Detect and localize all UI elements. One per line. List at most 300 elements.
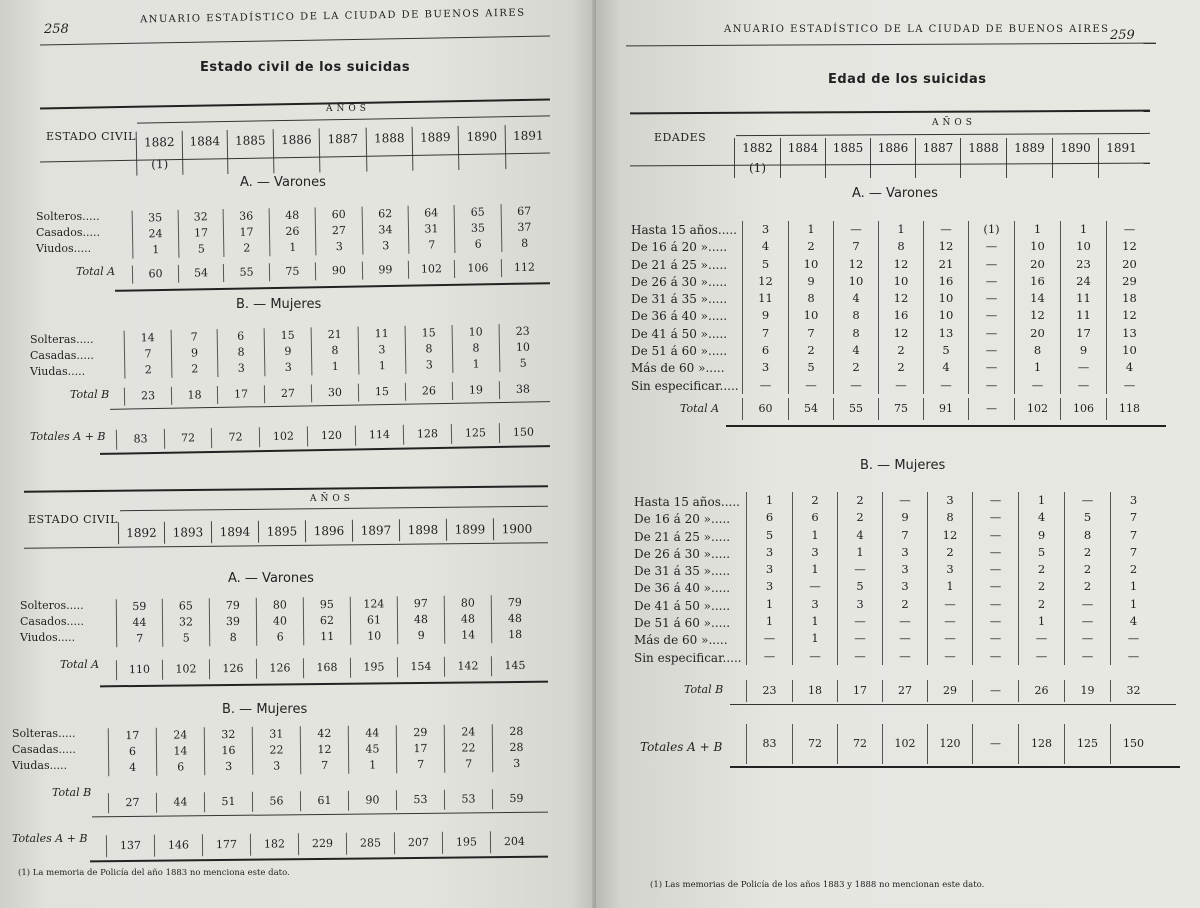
row-label: De 21 á 25 »..... <box>631 257 728 272</box>
table-cell: 2 <box>897 360 905 375</box>
table-cell: 124 <box>363 597 385 611</box>
table-cell: — <box>985 325 998 340</box>
total-cell: 51 <box>204 792 252 813</box>
table-cell: — <box>989 562 1002 577</box>
table-cell: 12 <box>1122 239 1137 254</box>
table-cell: — <box>989 510 1002 525</box>
row-labels-varones <box>631 222 739 395</box>
table-cell: 1 <box>289 240 297 254</box>
table-cell: 5 <box>942 343 950 358</box>
table-cell: 3 <box>901 579 909 594</box>
table-cell: 3 <box>901 562 909 577</box>
row-label: Solteros..... <box>36 210 100 223</box>
total-cell: 18 <box>792 680 837 702</box>
table-cell: 14 <box>461 628 476 642</box>
total-cell: 229 <box>298 833 346 856</box>
table-cell: — <box>1035 631 1048 646</box>
total-cell: 90 <box>315 262 362 281</box>
table-cell: 21 <box>938 256 954 271</box>
table-cell: 4 <box>1129 614 1138 629</box>
table-cell: 10 <box>367 629 382 643</box>
data-column <box>300 726 349 775</box>
table-cell: 1 <box>765 614 774 629</box>
table-cell: 79 <box>507 595 522 610</box>
data-column <box>348 725 397 774</box>
table-cell: (1) <box>983 222 1000 236</box>
table-cell: 6 <box>765 510 774 525</box>
table-cell: 3 <box>225 759 233 774</box>
grand-total-label: Totales A + B <box>30 430 106 443</box>
table-cell: 20 <box>1122 256 1137 271</box>
row-label: De 26 á 30 »..... <box>631 274 728 289</box>
data-column <box>396 725 445 774</box>
data-column <box>358 326 406 375</box>
table-cell: — <box>989 596 1002 611</box>
year-header-cell: 1890 <box>1052 138 1098 178</box>
data-column <box>116 599 163 647</box>
table-cell: — <box>854 562 866 577</box>
total-cell: 55 <box>833 398 878 420</box>
total-row-varones <box>116 656 538 680</box>
data-column <box>1018 492 1064 665</box>
table-cell: — <box>759 377 772 392</box>
table-cell: — <box>985 360 998 375</box>
table-cell: 2 <box>1083 562 1092 577</box>
total-cell: 72 <box>837 724 882 764</box>
table-cell: 60 <box>331 207 346 222</box>
row-label: De 16 á 20 »..... <box>631 240 728 255</box>
table-cell: 5 <box>1037 544 1046 559</box>
data-grid-mujeres <box>746 492 1156 665</box>
data-column <box>1106 221 1152 394</box>
row-label: De 36 á 40 »..... <box>631 309 728 324</box>
table-cell: 6 <box>128 744 137 759</box>
table-cell: 3 <box>856 596 864 611</box>
table-cell: 21 <box>327 327 342 342</box>
total-cell: 38 <box>499 380 546 399</box>
total-cell: 83 <box>746 724 792 764</box>
total-cell: 54 <box>178 264 223 283</box>
table-cell: 5 <box>807 360 815 375</box>
data-column <box>1064 492 1110 665</box>
section-title-mujeres: B. — Mujeres <box>860 458 946 473</box>
section-title-mujeres: B. — Mujeres <box>222 702 308 717</box>
year-header-cell: 1894 <box>211 521 258 543</box>
section-title-mujeres: B. — Mujeres <box>236 297 322 312</box>
data-grid-mujeres <box>108 724 540 777</box>
table-cell: 2 <box>243 241 251 255</box>
table-cell: 2 <box>144 363 152 377</box>
data-column <box>252 726 301 775</box>
table-cell: 1 <box>1037 614 1046 629</box>
table-cell: 16 <box>1030 273 1045 288</box>
table-cell: 4 <box>1125 360 1134 375</box>
data-column <box>454 204 502 253</box>
table-cell: 8 <box>1033 343 1042 358</box>
table-cell: 2 <box>946 544 954 559</box>
table-cell: 9 <box>190 346 199 360</box>
running-head: ANUARIO ESTADÍSTICO DE LA CIUDAD DE BUENOS AIRES <box>139 7 526 26</box>
table-cell: 8 <box>897 239 905 254</box>
table-cell: 8 <box>229 630 237 645</box>
year-header-cell: 1891 <box>505 124 552 169</box>
table-cell: 2 <box>807 239 815 254</box>
page-number: 259 <box>1110 28 1135 43</box>
data-column <box>303 597 351 645</box>
table-cell: 8 <box>331 343 339 358</box>
table-cell: 44 <box>365 726 380 740</box>
table-cell: 28 <box>509 724 524 739</box>
row-label: Sin especificar..... <box>634 650 742 665</box>
table-cell: — <box>763 631 776 646</box>
data-column <box>837 492 882 665</box>
table-cell: 2 <box>897 343 905 358</box>
table-cell: 11 <box>758 291 773 306</box>
table-cell: — <box>899 493 911 507</box>
table-cell: 15 <box>280 328 295 342</box>
table-cell: 5 <box>765 527 774 542</box>
page-title: Estado civil de los suicidas <box>200 60 411 75</box>
table-cell: 3 <box>946 493 954 507</box>
table-cell: 7 <box>761 325 770 340</box>
total-row-mujeres <box>746 680 1156 702</box>
table-cell: — <box>763 648 776 663</box>
data-column <box>833 221 878 394</box>
table-cell: 16 <box>938 273 954 288</box>
year-header-cell: 1890 <box>458 125 506 170</box>
total-cell: 150 <box>1110 724 1156 764</box>
table-cell: 39 <box>225 614 241 629</box>
table-cell: — <box>854 648 866 663</box>
year-header-cell: 1896 <box>305 520 352 542</box>
total-cell: 17 <box>217 385 264 404</box>
table-cell: 10 <box>1030 239 1045 254</box>
year-header-row <box>734 138 1144 178</box>
row-label: De 41 á 50 »..... <box>634 598 731 613</box>
row-label: Viudos..... <box>20 631 76 644</box>
table-cell: 42 <box>317 726 332 741</box>
table-cell: 3 <box>946 562 954 577</box>
table-cell: — <box>944 631 956 646</box>
data-column <box>397 596 445 644</box>
table-cell: — <box>940 222 952 236</box>
data-column <box>492 724 541 773</box>
row-label: Solteras..... <box>12 727 76 740</box>
total-label-mujeres: Total B <box>52 786 92 799</box>
total-cell: 27 <box>264 384 311 403</box>
total-cell: 102 <box>408 260 454 279</box>
table-cell: 6 <box>177 760 185 774</box>
table-cell: 4 <box>129 760 137 775</box>
total-cell: 285 <box>346 832 394 855</box>
table-cell: — <box>989 527 1002 542</box>
table-cell: 1 <box>897 222 905 236</box>
table-cell: — <box>985 239 998 254</box>
data-column <box>315 207 363 256</box>
table-cell: 48 <box>285 208 300 222</box>
table-cell: 17 <box>413 741 428 756</box>
total-cell: 60 <box>132 265 178 284</box>
table-cell: 1 <box>807 222 815 236</box>
total-cell: 207 <box>394 832 442 855</box>
table-cell: 17 <box>239 225 254 239</box>
table-cell: 3 <box>901 544 909 559</box>
table-cell: 6 <box>811 510 819 525</box>
table-cell: 7 <box>321 758 329 773</box>
total-cell: 91 <box>923 398 968 420</box>
table-cell: 14 <box>173 744 188 758</box>
table-cell: 2 <box>191 362 199 376</box>
table-cell: 1 <box>811 631 819 646</box>
table-cell: 22 <box>461 741 476 755</box>
total-cell: — <box>972 724 1018 764</box>
row-labels-mujeres <box>30 332 94 380</box>
data-column <box>882 492 927 665</box>
table-cell: — <box>854 614 866 629</box>
table-cell: — <box>809 648 821 663</box>
table-cell: 79 <box>225 598 240 613</box>
total-cell: 15 <box>358 383 405 402</box>
total-cell: 44 <box>156 792 204 813</box>
data-column <box>156 727 205 776</box>
table-cell: 1 <box>1033 222 1042 236</box>
row-header: ESTADO CIVIL <box>46 130 136 143</box>
table-cell: 14 <box>1030 291 1045 306</box>
year-header-cell: 1886 <box>273 128 320 173</box>
total-label-varones: Total A <box>76 265 116 278</box>
row-label: De 16 á 20 »..... <box>634 512 731 527</box>
total-cell: 142 <box>444 656 491 676</box>
table-cell: 9 <box>1079 343 1088 358</box>
year-header-cell: 1886 <box>870 138 915 178</box>
data-column <box>923 221 968 394</box>
total-cell: 53 <box>444 789 492 810</box>
total-cell: 29 <box>927 680 972 702</box>
table-cell: 2 <box>852 360 860 375</box>
total-cell: 102 <box>162 659 209 679</box>
table-cell: 6 <box>237 329 245 343</box>
table-cell: 28 <box>509 740 524 755</box>
table-cell: 1 <box>1079 222 1088 236</box>
table-cell: — <box>1081 493 1094 507</box>
year-header-cell: 1889 <box>412 126 459 171</box>
table-cell: — <box>1081 648 1094 663</box>
data-column <box>1014 221 1060 394</box>
row-label: De 41 á 50 »..... <box>631 326 728 341</box>
year-header-cell: 1888 <box>960 138 1006 178</box>
total-cell: 53 <box>396 790 444 811</box>
year-header-cell: 1887 <box>915 138 960 178</box>
table-cell: 14 <box>140 331 155 345</box>
table-cell: 10 <box>938 308 954 323</box>
table-cell: 20 <box>1030 256 1045 271</box>
table-cell: 4 <box>942 360 950 375</box>
table-cell: 11 <box>374 327 389 341</box>
table-cell: — <box>989 614 1002 629</box>
data-column <box>408 205 455 254</box>
total-label-mujeres: Total B <box>684 683 724 696</box>
total-label-varones: Total A <box>680 402 720 415</box>
table-cell: 12 <box>938 239 954 254</box>
table-cell: 17 <box>125 728 140 743</box>
data-column <box>1060 221 1106 394</box>
table-cell: 12 <box>893 325 909 340</box>
table-cell: 10 <box>893 273 909 288</box>
table-cell: 2 <box>811 493 819 507</box>
total-cell: 195 <box>350 657 397 677</box>
data-column <box>1110 492 1156 665</box>
table-cell: 10 <box>1122 343 1137 358</box>
table-cell: 24 <box>461 725 476 739</box>
table-cell: 11 <box>1076 308 1091 323</box>
table-cell: 3 <box>273 759 281 773</box>
table-cell: 7 <box>417 757 425 772</box>
table-cell: 7 <box>428 238 436 252</box>
total-cell: 72 <box>211 427 259 448</box>
table-cell: — <box>985 273 998 288</box>
year-header-cell: 1899 <box>446 518 493 540</box>
data-grid-varones <box>132 203 548 258</box>
data-column <box>132 210 179 259</box>
data-column <box>972 492 1018 665</box>
year-header-row <box>136 124 552 175</box>
table-cell: 13 <box>1122 325 1137 340</box>
data-column <box>742 221 788 394</box>
table-cell: 24 <box>173 728 188 742</box>
table-cell: 12 <box>1122 308 1137 323</box>
table-cell: — <box>985 308 998 323</box>
table-cell: 2 <box>856 493 864 507</box>
table-cell: 27 <box>331 223 347 238</box>
table-cell: 95 <box>319 597 334 612</box>
total-cell: 106 <box>1060 398 1106 420</box>
table-cell: — <box>989 579 1002 594</box>
total-cell: 83 <box>116 429 164 450</box>
table-cell: 10 <box>803 256 819 271</box>
table-cell: 12 <box>893 291 909 306</box>
table-cell: — <box>1127 648 1140 663</box>
table-cell: 1 <box>152 243 160 257</box>
table-cell: 2 <box>807 343 815 358</box>
row-label: Más de 60 »..... <box>634 633 728 648</box>
table-cell: 5 <box>1083 510 1092 525</box>
row-label: De 51 á 60 »..... <box>631 344 728 359</box>
total-cell: 102 <box>259 426 307 447</box>
table-cell: 1 <box>946 579 954 594</box>
table-cell: 3 <box>284 360 292 374</box>
total-label-mujeres: Total B <box>70 388 110 401</box>
table-cell: 2 <box>901 596 909 611</box>
table-cell: 32 <box>221 727 236 742</box>
table-cell: 1 <box>369 758 377 772</box>
total-cell: 26 <box>1018 680 1064 702</box>
year-header-cell: 1887 <box>319 128 367 173</box>
row-label: Casados..... <box>36 226 100 239</box>
table-cell: 8 <box>1083 527 1092 542</box>
table-cell: 61 <box>366 613 382 627</box>
table-cell: 1 <box>811 614 819 629</box>
table-cell: 62 <box>319 613 335 628</box>
table-cell: 9 <box>284 344 292 358</box>
table-cell: — <box>1123 222 1136 236</box>
total-cell: 195 <box>442 831 490 854</box>
table-cell: 8 <box>946 510 954 525</box>
table-cell: 3 <box>761 222 770 236</box>
total-cell: 154 <box>397 657 444 677</box>
total-cell: 23 <box>124 387 171 406</box>
total-cell: — <box>972 680 1018 702</box>
header-rule <box>626 43 1156 47</box>
table-cell: 1 <box>856 544 864 559</box>
data-column <box>108 728 157 777</box>
table-cell: 36 <box>239 209 254 223</box>
total-cell: 19 <box>452 381 499 400</box>
table-cell: — <box>985 343 998 358</box>
table-cell: 3 <box>811 596 819 611</box>
years-label: AÑOS <box>310 494 354 504</box>
row-label: Sin especificar..... <box>631 378 739 393</box>
page-number: 258 <box>44 22 69 37</box>
total-cell: 146 <box>154 834 202 857</box>
data-column <box>362 206 409 255</box>
year-header-cell: 1885 <box>227 129 274 174</box>
table-cell: 10 <box>468 325 483 339</box>
table-cell: 12 <box>848 256 864 271</box>
year-header-cell: 1892 <box>118 522 164 544</box>
year-header-cell: 1895 <box>258 520 305 542</box>
total-cell: 18 <box>171 386 217 405</box>
year-header-cell: 1882 (1) <box>136 131 183 176</box>
table-cell: — <box>989 648 1002 663</box>
table-cell: 7 <box>465 757 473 771</box>
year-header-cell: 1891 <box>1098 138 1144 178</box>
table-cell: 40 <box>272 614 288 628</box>
table-cell: — <box>985 291 998 306</box>
table-cell: 5 <box>182 631 190 645</box>
total-cell: 106 <box>454 259 501 278</box>
table-cell: 9 <box>417 628 425 643</box>
running-head: ANUARIO ESTADÍSTICO DE LA CIUDAD DE BUENOS AIRES <box>724 24 1110 35</box>
total-cell: 102 <box>1014 398 1060 420</box>
table-cell: 3 <box>382 239 390 253</box>
table-cell: 8 <box>852 308 860 323</box>
table-cell: 48 <box>460 612 476 626</box>
table-cell: 1 <box>765 596 774 611</box>
table-cell: 18 <box>508 627 523 642</box>
table-cell: 35 <box>470 221 486 235</box>
table-cell: 80 <box>460 596 475 610</box>
year-header-cell: 1900 <box>493 518 540 540</box>
grand-total-label: Totales A + B <box>12 832 88 845</box>
section-title-varones: A. — Varones <box>228 571 314 586</box>
page-title: Edad de los suicidas <box>828 72 987 87</box>
table-cell: 8 <box>521 236 529 250</box>
table-cell: 20 <box>1030 325 1045 340</box>
table-cell: — <box>899 631 911 646</box>
row-labels-varones <box>36 209 100 257</box>
table-cell: 1 <box>811 527 819 542</box>
row-label: Hasta 15 años..... <box>631 223 737 237</box>
total-cell: 17 <box>837 680 882 702</box>
total-row-varones <box>742 398 1152 420</box>
row-label: Viudos..... <box>36 242 92 255</box>
grand-total-row <box>746 724 1156 764</box>
table-cell: 1 <box>811 562 819 577</box>
table-cell: 62 <box>378 207 393 221</box>
footnote: (1) Las memorias de Policía de los años 1883 y 1888 no mencionan este dato. <box>650 880 985 890</box>
data-column <box>444 724 493 773</box>
table-cell: 23 <box>1076 256 1091 271</box>
